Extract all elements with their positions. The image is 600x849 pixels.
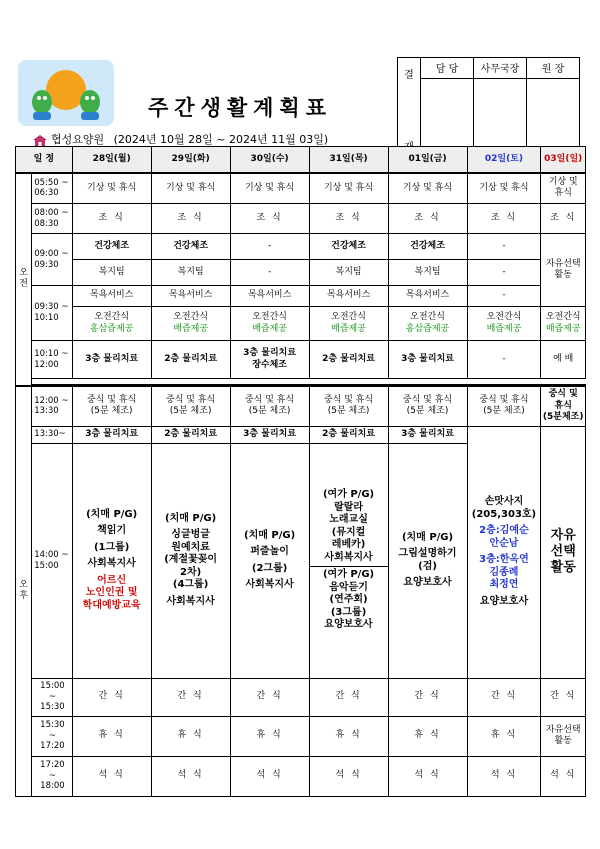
cell: 3층 물리치료	[72, 426, 151, 443]
cell: -	[230, 234, 309, 260]
cell: 중식 및 휴식 (5분 체조)	[467, 386, 541, 426]
pm-label: 오 후	[16, 386, 32, 796]
cell: 건강체조	[151, 234, 230, 260]
time-0900: 09:00 ~ 09:30	[32, 234, 72, 286]
cell: 석 식	[72, 756, 151, 796]
weekly-schedule-table	[15, 146, 586, 797]
cell: 기상 및 휴식	[467, 173, 541, 204]
cell-sat-massage: 손맛사지 (205,303호) 2층:김예순 안순남 3층:한옥연 김종례 최정연 요양보호사	[467, 426, 541, 678]
time-1200: 12:00 ~ 13:30	[32, 386, 72, 426]
cell: 석 식	[230, 756, 309, 796]
cell: 휴 식	[230, 716, 309, 756]
time-1500: 15:00 ~ 15:30	[32, 678, 72, 716]
cell: 3층 물리치료	[230, 426, 309, 443]
cell-tue-program: (치매 P/G) 싱글벙글 원예치료 (계절꽃꽂이 2차) (4그룹) 사회복지사	[151, 443, 230, 678]
cell: -	[467, 234, 541, 260]
org-and-period	[32, 131, 328, 147]
day-fri: 01일(금)	[388, 147, 467, 173]
cell: 목욕서비스	[388, 286, 467, 307]
cell: 예 배	[541, 341, 586, 379]
cell: 기상 및 휴식	[72, 173, 151, 204]
cell: 휴 식	[151, 716, 230, 756]
cell: 2층 물리치료	[151, 341, 230, 379]
cell: 조 식	[309, 204, 388, 234]
col-label: 일 정	[16, 147, 73, 173]
cell: 오전간식 배즙제공	[309, 307, 388, 341]
cell: 복지팀	[309, 260, 388, 286]
cell: 휴 식	[309, 716, 388, 756]
cell: 간 식	[541, 678, 586, 716]
role-director: 원 장	[527, 58, 580, 79]
cell: 석 식	[541, 756, 586, 796]
cell: 중식 및 휴식 (5분 체조)	[230, 386, 309, 426]
cell: -	[467, 341, 541, 379]
cell: 중식 및 휴식 (5분 체조)	[388, 386, 467, 426]
day-mon: 28일(월)	[72, 147, 151, 173]
cell: 조 식	[230, 204, 309, 234]
cell: 중식 및 휴식 (5분체조)	[541, 386, 586, 426]
cell: 3층 물리치료 장수체조	[230, 341, 309, 379]
day-thu: 31일(목)	[309, 147, 388, 173]
cell: 간 식	[151, 678, 230, 716]
cell: 조 식	[72, 204, 151, 234]
cell-wed-program: (치매 P/G) 퍼즐놀이 (2그룹) 사회복지사	[230, 443, 309, 678]
cell: 휴 식	[72, 716, 151, 756]
cell: 3층 물리치료	[388, 341, 467, 379]
cell: 석 식	[467, 756, 541, 796]
cell: 간 식	[388, 678, 467, 716]
time-1400: 14:00 ~ 15:00	[32, 443, 72, 678]
cell: 복지팀	[151, 260, 230, 286]
cell: 기상 및 휴식	[151, 173, 230, 204]
cell: 복지팀	[72, 260, 151, 286]
time-0930: 09:30 ~ 10:10	[32, 286, 72, 341]
cell-sun-free: 자유 선택 활동	[541, 426, 586, 678]
cell: 건강체조	[72, 234, 151, 260]
cell-thu-program: (여가 P/G) 랄랄라 노래교실 (뮤지컬 레베카) 사회복지사 (여가 P/G) 음악듣기 (연주회) (3그룹) 요양보호사	[309, 443, 388, 678]
time-1530: 15:30 ~ 17:20	[32, 716, 72, 756]
cell: 오전간식 홍삼즙제공	[388, 307, 467, 341]
cell: 건강체조	[309, 234, 388, 260]
cell: 건강체조	[388, 234, 467, 260]
cell: 목욕서비스	[151, 286, 230, 307]
cell: 오전간식 배즙제공	[541, 307, 586, 341]
role-office-chief: 사무국장	[474, 58, 527, 79]
day-wed: 30일(수)	[230, 147, 309, 173]
cell-fri-program: (치매 P/G) 그림설명하기 (검) 요양보호사	[388, 443, 467, 678]
cell: 중식 및 휴식 (5분 체조)	[151, 386, 230, 426]
cell: 간 식	[467, 678, 541, 716]
cell: 중식 및 휴식 (5분 체조)	[72, 386, 151, 426]
cell: 조 식	[467, 204, 541, 234]
approval-label: 결	[398, 58, 421, 167]
cell: 조 식	[541, 204, 586, 234]
time-0800: 08:00 ~ 08:30	[32, 204, 72, 234]
cell: 자유선택 활동	[541, 234, 586, 307]
cell: 중식 및 휴식 (5분 체조)	[309, 386, 388, 426]
cell: -	[230, 260, 309, 286]
cell: 조 식	[151, 204, 230, 234]
role-manager: 담 당	[421, 58, 474, 79]
cell: 석 식	[388, 756, 467, 796]
page-title: 주간생활계획표	[148, 96, 333, 120]
cell: 휴 식	[388, 716, 467, 756]
cell: 오전간식 배즙제공	[467, 307, 541, 341]
cell: 2층 물리치료	[309, 426, 388, 443]
cell: 목욕서비스	[309, 286, 388, 307]
cell: 간 식	[230, 678, 309, 716]
cell: 석 식	[309, 756, 388, 796]
day-tue: 29일(화)	[151, 147, 230, 173]
cell: 조 식	[388, 204, 467, 234]
day-sun: 03일(일)	[541, 147, 586, 173]
cell: 기상 및 휴식	[541, 173, 586, 204]
time-1330: 13:30~	[32, 426, 72, 443]
cell: 복지팀	[388, 260, 467, 286]
cell: 오전간식 홍삼즙제공	[72, 307, 151, 341]
cell: -	[467, 260, 541, 286]
org-name: 협성요양원	[51, 133, 105, 146]
cell: 기상 및 휴식	[388, 173, 467, 204]
time-1720: 17:20 ~ 18:00	[32, 756, 72, 796]
cell: 간 식	[309, 678, 388, 716]
cell: 기상 및 휴식	[309, 173, 388, 204]
period: (2024년 10월 28일 ~ 2024년 11월 03일)	[113, 133, 329, 146]
cell: 목욕서비스	[72, 286, 151, 307]
cell: 3층 물리치료	[388, 426, 467, 443]
house-icon	[32, 134, 48, 146]
cell: -	[467, 286, 541, 307]
cell: 2층 물리치료	[151, 426, 230, 443]
am-label: 오 전	[16, 173, 32, 387]
cell: 3층 물리치료	[72, 341, 151, 379]
cell: 석 식	[151, 756, 230, 796]
nursing-home-logo	[18, 60, 114, 126]
time-0550: 05:50 ~ 06:30	[32, 173, 72, 204]
time-1010: 10:10 ~ 12:00	[32, 341, 72, 379]
cell: 2층 물리치료	[309, 341, 388, 379]
cell: 오전간식 배즙제공	[151, 307, 230, 341]
day-sat: 02일(토)	[467, 147, 541, 173]
cell: 목욕서비스	[230, 286, 309, 307]
cell: 휴 식	[467, 716, 541, 756]
cell-mon-program: (치매 P/G) 책읽기 (1그룹) 사회복지사 어르신 노인인권 및 학대예방교육	[72, 443, 151, 678]
cell: 간 식	[72, 678, 151, 716]
cell: 기상 및 휴식	[230, 173, 309, 204]
cell: 자유선택 활동	[541, 716, 586, 756]
cell: 오전간식 배즙제공	[230, 307, 309, 341]
